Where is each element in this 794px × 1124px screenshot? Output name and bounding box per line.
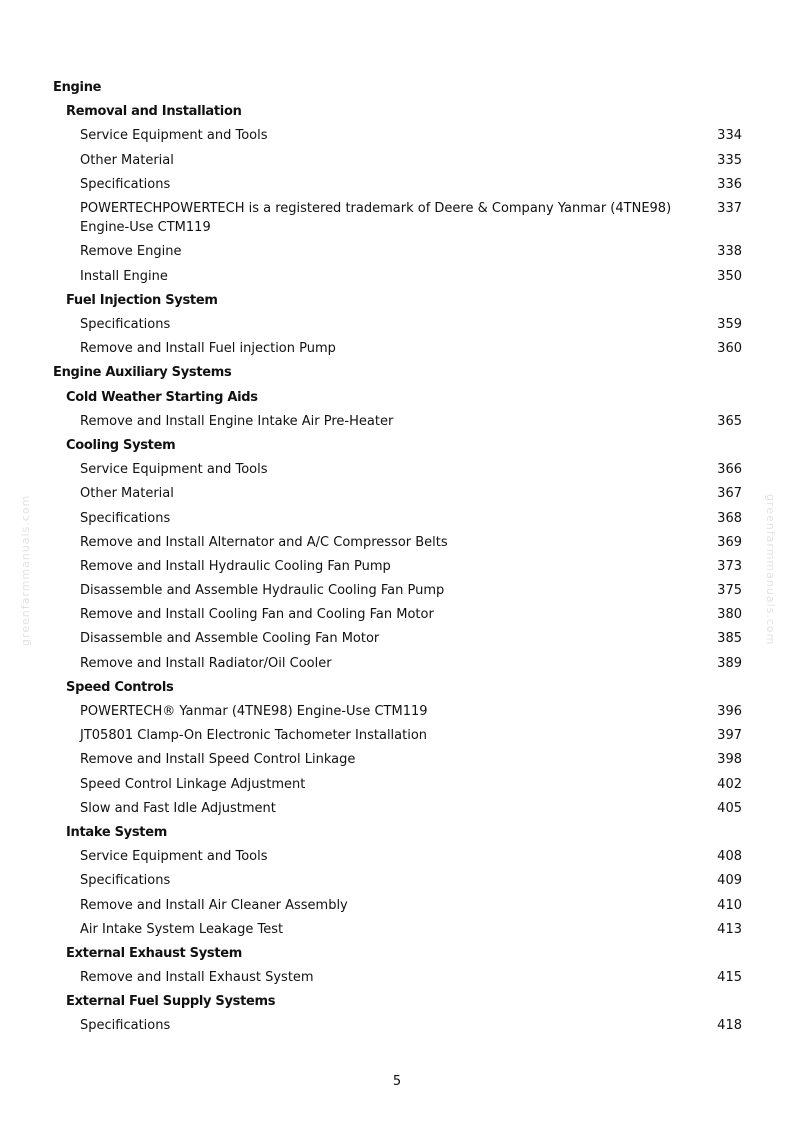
toc-entry-page: 335 [717,152,742,168]
toc-entry-title: Remove and Install Engine Intake Air Pre-Heater [80,413,394,429]
toc-entry[interactable] [0,654,794,678]
toc-entry-title: Speed Controls [66,679,174,695]
toc-entry-title: Remove and Install Hydraulic Cooling Fan Pump [80,558,391,574]
toc-section [0,78,794,102]
toc-entry[interactable] [0,726,794,750]
toc-entry-page: 385 [717,631,742,647]
toc-entry-title: Slow and Fast Idle Adjustment [80,800,276,816]
toc-entry-title: Intake System [66,824,167,840]
toc-entry-title: Disassemble and Assemble Hydraulic Cooling Fan Pump [80,583,445,599]
toc-entry-title: POWERTECH® Yanmar (4TNE98) Engine-Use CTM119 [80,704,428,719]
toc-entry-title: Engine [53,80,102,95]
toc-entry[interactable] [0,920,794,944]
toc-entry[interactable] [0,896,794,920]
toc-entry-title: Disassemble and Assemble Cooling Fan Motor [80,631,380,647]
toc-entry[interactable] [0,175,794,199]
toc-entry-title: Remove and Install Cooling Fan and Cooling Fan Motor [80,607,434,623]
toc-entry-page: 410 [717,897,742,913]
toc-entry-title: Other Material [80,152,174,168]
toc-entry-title: Remove and Install Exhaust System [80,970,314,986]
toc-entry[interactable] [0,871,794,895]
toc-entry-title: Install Engine [80,268,168,284]
toc-entry[interactable] [0,799,794,823]
toc-entry-page: 418 [717,1018,742,1034]
toc-subsection [0,944,794,968]
toc-entry-page: 360 [717,341,742,357]
toc-subsection [0,992,794,1016]
toc-entry-title: External Exhaust System [66,945,242,961]
page-number: 5 [392,1074,402,1089]
toc-entry[interactable] [0,484,794,508]
toc-entry[interactable] [0,702,794,726]
toc-entry[interactable] [0,151,794,175]
toc-entry-page: 367 [717,486,742,502]
toc-entry[interactable] [0,339,794,363]
toc-entry-title: Fuel Injection System [66,292,218,308]
toc-entry[interactable] [0,267,794,291]
toc-entry[interactable] [0,750,794,774]
toc-entry-page: 334 [717,128,742,144]
toc-entry-title: Service Equipment and Tools [80,849,268,865]
toc-entry-title: Air Intake System Leakage Test [80,921,284,937]
toc-entry[interactable] [0,629,794,653]
toc-entry-title: Engine Auxiliary Systems [53,365,232,381]
toc-entry-title: External Fuel Supply Systems [66,994,276,1010]
toc-entry[interactable] [0,126,794,150]
toc-entry-title: Remove and Install Fuel injection Pump [80,341,336,357]
toc-entry-title: JT05801 Clamp-On Electronic Tachometer Installation [80,728,428,744]
toc-subsection [0,102,794,126]
toc-entry-page: 369 [717,534,742,550]
toc-entry-page: 415 [717,970,742,986]
toc-entry-page: 389 [717,655,742,671]
toc-subsection [0,388,794,412]
toc-entry-title: Cold Weather Starting Aids [66,389,258,405]
toc-subsection [0,678,794,702]
toc-entry-page: 402 [717,776,742,792]
toc-entry[interactable] [0,557,794,581]
toc-entry-title: Specifications [80,873,171,889]
toc-entry-page: 373 [717,558,742,574]
toc-entry[interactable] [0,199,794,243]
toc-entry[interactable] [0,315,794,339]
toc-entry-page: 350 [717,268,742,284]
toc-entry-title: Specifications [80,510,171,526]
toc-entry-page: 375 [717,583,742,599]
table-of-contents [0,78,794,1041]
toc-entry-title: POWERTECHPOWERTECH is a registered trademark of Deere & Company Yanmar (4TNE98) Engine-Use CTM119 [80,200,672,235]
toc-entry-page: 405 [717,800,742,816]
toc-entry-page: 337 [717,200,742,216]
toc-entry-page: 359 [717,317,742,332]
toc-entry[interactable] [0,242,794,266]
toc-entry[interactable] [0,847,794,871]
toc-entry-title: Remove Engine [80,244,182,260]
toc-entry-title: Removal and Installation [66,104,242,120]
toc-subsection [0,291,794,315]
toc-entry-title: Speed Control Linkage Adjustment [80,776,306,792]
toc-entry[interactable] [0,460,794,484]
toc-entry[interactable] [0,509,794,533]
toc-entry[interactable] [0,1016,794,1040]
toc-entry-title: Service Equipment and Tools [80,462,268,478]
toc-entry-title: Remove and Install Speed Control Linkage [80,752,356,768]
toc-entry-title: Specifications [80,317,171,332]
toc-subsection [0,436,794,460]
toc-entry[interactable] [0,412,794,436]
toc-subsection [0,823,794,847]
toc-entry[interactable] [0,968,794,992]
toc-entry-page: 413 [717,921,742,937]
watermark-right: greenfarmmanuals.com [764,494,777,646]
toc-entry-title: Other Material [80,486,174,502]
toc-entry-title: Service Equipment and Tools [80,128,268,144]
toc-entry-title: Remove and Install Radiator/Oil Cooler [80,655,332,671]
toc-entry[interactable] [0,581,794,605]
toc-entry-title: Remove and Install Alternator and A/C Compressor Belts [80,534,448,550]
toc-entry-title: Cooling System [66,437,176,453]
toc-entry[interactable] [0,605,794,629]
toc-section [0,363,794,387]
toc-entry-page: 336 [717,176,742,192]
toc-entry-page: 396 [717,704,742,719]
toc-entry-page: 365 [717,413,742,429]
toc-entry[interactable] [0,775,794,799]
toc-entry-page: 338 [717,244,742,260]
watermark-left: greenfarmmanuals.com [19,494,32,646]
toc-entry-page: 408 [717,849,742,865]
toc-entry-page: 397 [717,728,742,744]
toc-entry-page: 380 [717,607,742,623]
toc-entry[interactable] [0,533,794,557]
toc-entry-page: 366 [717,462,742,478]
toc-entry-title: Specifications [80,1018,171,1034]
toc-entry-page: 368 [717,510,742,526]
toc-entry-title: Specifications [80,176,171,192]
toc-entry-page: 398 [717,752,742,768]
toc-entry-page: 409 [717,873,742,889]
toc-entry-title: Remove and Install Air Cleaner Assembly [80,897,348,913]
